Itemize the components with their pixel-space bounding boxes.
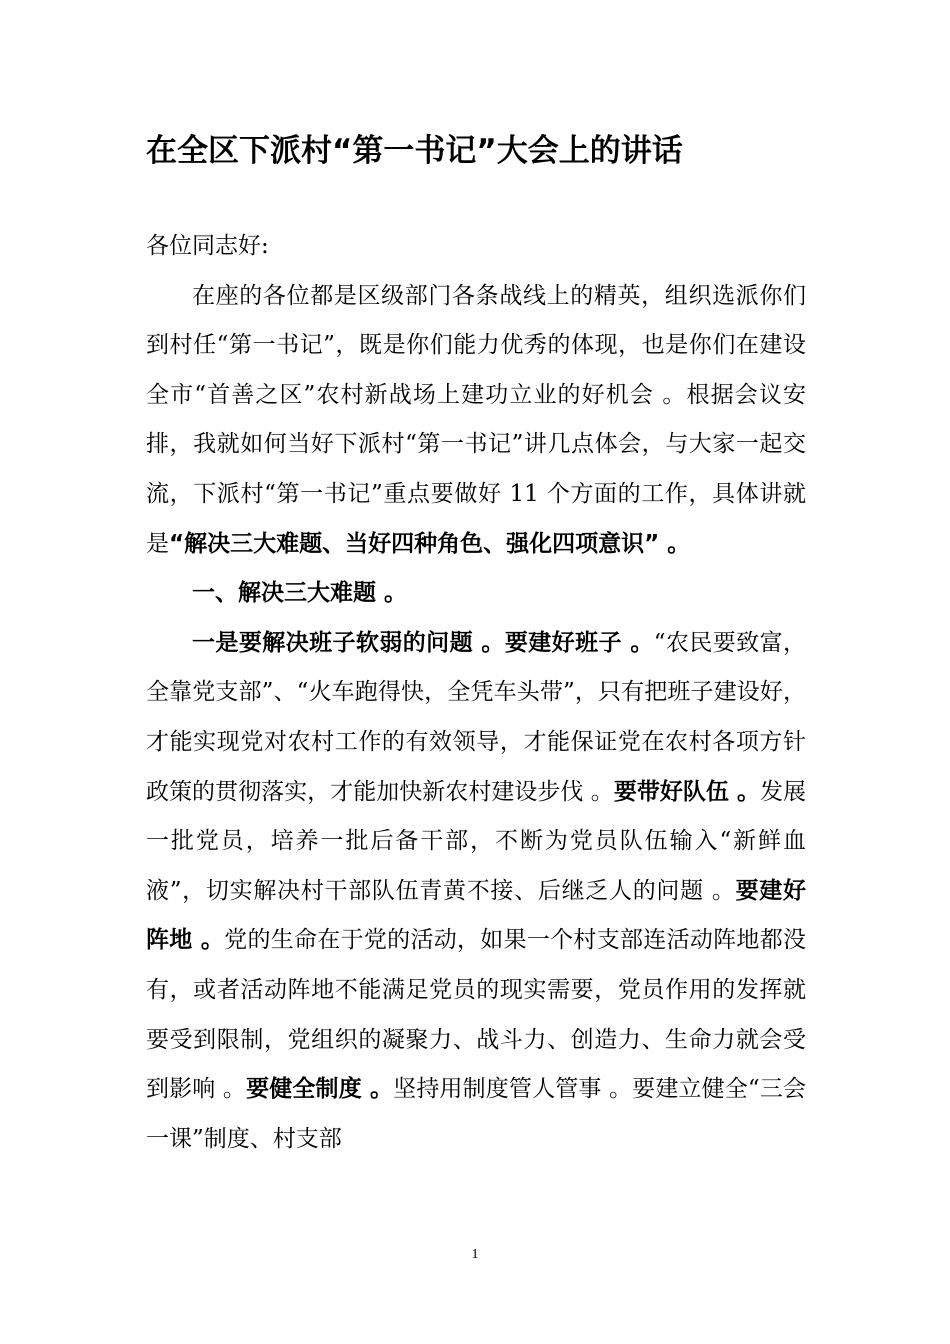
intro-paragraph [146,272,806,570]
sub-heading-improve-system: 要健全制度 。 [246,1076,394,1103]
intro-end: 。 [659,530,691,557]
sub-heading-lead-team: 要带好队伍 。 [613,778,760,805]
sub-text-lead-team: 发展一批党员，培养一批后备干部，不断为党员队伍输入“新鲜血液”，切实解决村干部队伍青黄不接、后继乏人的问题 。 [146,778,807,904]
intro-text: 在座的各位都是区级部门各条战线上的精英，组织选派你们到村任“第一书记”，既是你们能力优秀的体现，也是你们在建设全市“首善之区”农村新战场上建功立业的好机会 。根据会议安排，我就如何当好下派村“第一书记”讲几点体会，与大家一起交流，下派村“第一书记”重点要做好 11 个方面的工作，具体讲就是 [146,282,806,557]
sub-text-build-base: 党的生命在于党的活动，如果一个村支部连活动阵地都没有，或者活动阵地不能满足党员的现实需要，党员作用的发挥就要受到限制，党组织的凝聚力、战斗力、创造力、生命力就会受到影响 。 [146,927,806,1103]
point-lead: 一是要解决班子软弱的问题 。 [192,629,505,656]
page-number: 1 [471,1247,479,1262]
sub-text-improve-system: 坚持用制度管人管事 。要建立健全“三会一课”制度、村支部 [146,1076,806,1152]
document-body [146,222,806,1164]
intro-emphasis: “解决三大难题、当好四种角色、强化四项意识” [169,530,660,557]
point-paragraph [146,619,806,1165]
sub-heading-build-team: 要建好班子 。 [504,629,654,656]
sub-heading-build-base: 要建好阵地 。 [146,877,807,954]
section-heading: 一、解决三大难题 。 [192,580,408,607]
sub-text-build-team: “农民要致富，全靠党支部”、“火车跑得快，全凭车头带”，只有把班子建设好，才能实现党对农村工作的有效领导，才能保证党在农村各项方针政策的贯彻落实，才能加快新农村建设步伐 。 [146,629,806,805]
document-title: 在全区下派村“第一书记”大会上的讲话 [146,133,683,169]
salutation: 各位同志好: [146,233,269,259]
